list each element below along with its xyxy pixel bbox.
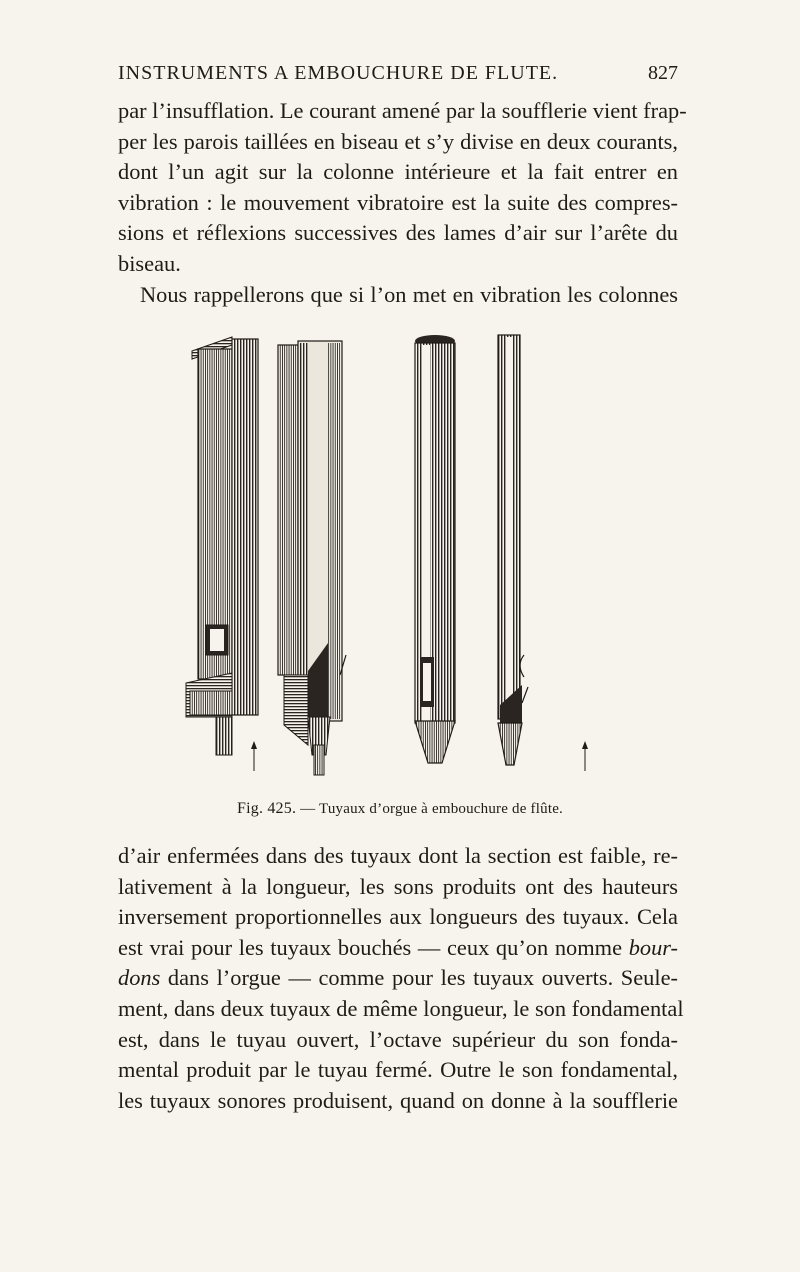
italic-term: bour-	[628, 934, 678, 960]
italic-term: dons	[118, 965, 161, 991]
text-line: Nous rappellerons que si l’on met en vibration les colonnes	[140, 281, 678, 307]
page-number: 827	[648, 62, 678, 84]
open-wooden-pipe	[251, 341, 346, 775]
text-line-with-italic	[118, 963, 678, 994]
text-line: les tuyaux sonores produisent, quand on donne à la soufflerie	[118, 1087, 678, 1113]
stopped-wooden-pipe	[186, 337, 258, 755]
text-line: dont l’un agit sur la colonne intérieure et la fait entrer en	[118, 159, 678, 185]
running-title: INSTRUMENTS A EMBOUCHURE DE FLUTE.	[118, 62, 559, 84]
text-run: est vrai pour les tuyaux bouchés — ceux qu’on nomme	[118, 934, 629, 960]
text-line: sions et réflexions successives des lames d’air sur l’arête du	[118, 220, 678, 246]
running-header	[118, 62, 678, 85]
text-line: lativement à la longueur, les sons produits ont des hauteurs	[118, 873, 678, 899]
figure-caption-text: — Tuyaux d’orgue à embouchure de flûte.	[300, 801, 563, 817]
figure-caption	[0, 800, 800, 818]
text-line-with-italic	[118, 933, 678, 964]
text-run: dans l’orgue — comme pour les tuyaux ouverts. Seule-	[160, 965, 678, 991]
open-metal-pipe	[498, 335, 588, 771]
paragraph-bottom	[118, 841, 684, 1116]
text-line: biseau.	[118, 250, 181, 276]
text-line: d’air enfermées dans des tuyaux dont la section est faible, re-	[118, 843, 678, 868]
stopped-metal-pipe	[415, 335, 455, 763]
text-line: per les parois taillées en biseau et s’y divise en deux courants,	[118, 128, 678, 154]
paragraph-top	[118, 96, 687, 310]
text-line: par l’insufflation. Le courant amené par la soufflerie vient frap-	[118, 98, 687, 123]
text-line: est, dans le tuyau ouvert, l’octave supérieur du son fonda-	[118, 1026, 678, 1052]
text-line: ment, dans deux tuyaux de même longueur, le son fondamental	[118, 995, 684, 1021]
text-line: inversement proportionnelles aux longueurs des tuyaux. Cela	[118, 904, 678, 930]
text-line: vibration : le mouvement vibratoire est la suite des compres-	[118, 189, 678, 215]
text-line: mental produit par le tuyau fermé. Outre le son fondamental,	[118, 1057, 678, 1083]
figure-number: Fig. 425.	[237, 800, 297, 817]
organ-pipes-illustration	[150, 325, 650, 795]
